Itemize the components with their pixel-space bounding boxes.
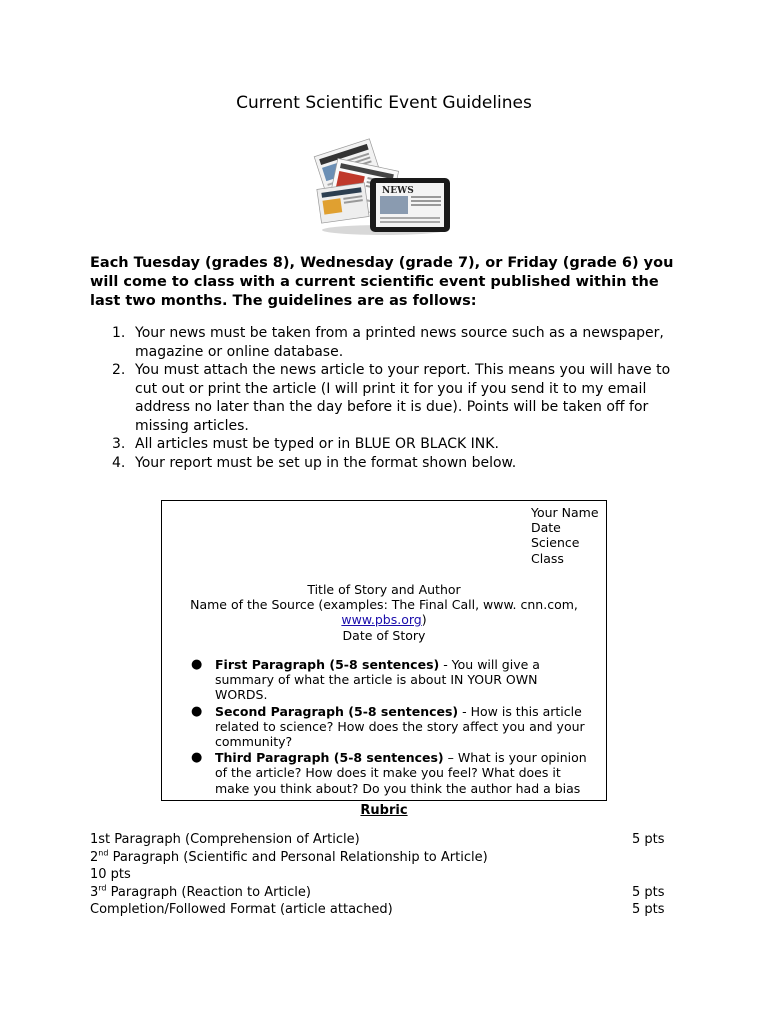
list-number: 1. <box>112 325 126 341</box>
rubric-heading: Rubric <box>360 803 408 818</box>
paragraph-bullets <box>182 657 592 797</box>
rubric-num: 3 <box>90 884 99 900</box>
rubric-label: Completion/Followed Format (article attached) <box>90 902 393 918</box>
list-number: 4. <box>112 454 126 471</box>
story-info-block <box>162 582 606 643</box>
bullet-icon: ● <box>191 657 203 672</box>
list-item <box>182 704 592 750</box>
list-text: All articles must be typed or in BLUE OR BLACK INK. <box>135 436 499 452</box>
list-item <box>182 750 592 796</box>
bullet-icon: ● <box>191 703 203 719</box>
rubric-points: 5 pts <box>632 832 665 847</box>
tablet-headline: NEWS <box>382 186 414 196</box>
newspaper-tablet-image <box>312 136 454 236</box>
pbs-link[interactable]: www.pbs.org <box>341 612 422 628</box>
table-row <box>90 866 690 884</box>
bullet-icon: ● <box>191 750 203 766</box>
list-number: 3. <box>112 436 126 452</box>
bullet-label: Third Paragraph (5-8 sentences) <box>215 750 444 766</box>
page-title: Current Scientific Event Guidelines <box>236 93 532 113</box>
rubric-points: 10 pts <box>90 867 131 883</box>
header-line-name: Your Name <box>531 505 599 520</box>
bullet-text: - You will give a summary of what the article is about IN YOUR OWN WORDS. <box>215 657 540 703</box>
guidelines-list <box>90 324 690 472</box>
list-item <box>182 657 592 703</box>
table-row <box>90 901 690 919</box>
list-item <box>90 435 690 454</box>
list-item <box>90 361 690 435</box>
table-row <box>90 884 690 902</box>
rubric-num: 2 <box>90 849 99 865</box>
bullet-label: Second Paragraph (5-8 sentences) <box>215 703 459 719</box>
rubric-label: Paragraph (Scientific and Personal Relationship to Article) <box>108 849 488 865</box>
bullet-label: First Paragraph (5-8 sentences) <box>215 657 440 672</box>
rubric-sup: rd <box>98 883 107 893</box>
rubric-points: 5 pts <box>632 884 665 900</box>
header-line-class: Class <box>531 550 564 566</box>
bullet-text: - How is this article related to science? How does the story affect you and your community? <box>215 703 585 750</box>
header-line-science: Science <box>531 535 580 551</box>
story-date-line: Date of Story <box>342 627 426 643</box>
table-row <box>90 831 690 849</box>
bullet-text: – What is your opinion of the article? How does it make you feel? What does it make you think about? Do you think the author had a bias <box>215 750 587 796</box>
rubric-label: Paragraph (Reaction to Article) <box>106 884 311 900</box>
list-text: Your news must be taken from a printed news source such as a newspaper, magazine or online database. <box>135 325 664 360</box>
report-format-box <box>161 500 607 801</box>
list-text: You must attach the news article to your report. This means you will have to cut out or print the article (I will print it for you if you send it to my email address no later than the day before it is due). Points will be taken off for missing articles. <box>135 362 671 434</box>
source-close: ) <box>421 612 427 628</box>
header-block <box>531 505 599 566</box>
list-number: 2. <box>112 362 126 378</box>
rubric-table <box>90 831 690 919</box>
list-text: Your report must be set up in the format shown below. <box>135 454 517 471</box>
list-item <box>90 324 690 361</box>
source-line: Name of the Source (examples: The Final Call, www. cnn.com, <box>190 597 578 613</box>
rubric-sup: nd <box>98 848 109 858</box>
header-line-date: Date <box>531 520 561 536</box>
story-title-line: Title of Story and Author <box>307 582 461 597</box>
table-row <box>90 849 690 867</box>
intro-paragraph: Each Tuesday (grades 8), Wednesday (grade 7), or Friday (grade 6) you will come to class with a current scientific event published within the last two months. The guidelines are as follows: <box>90 255 674 309</box>
list-item <box>90 454 690 473</box>
rubric-points: 5 pts <box>632 902 665 918</box>
rubric-label: 1st Paragraph (Comprehension of Article) <box>90 832 360 847</box>
